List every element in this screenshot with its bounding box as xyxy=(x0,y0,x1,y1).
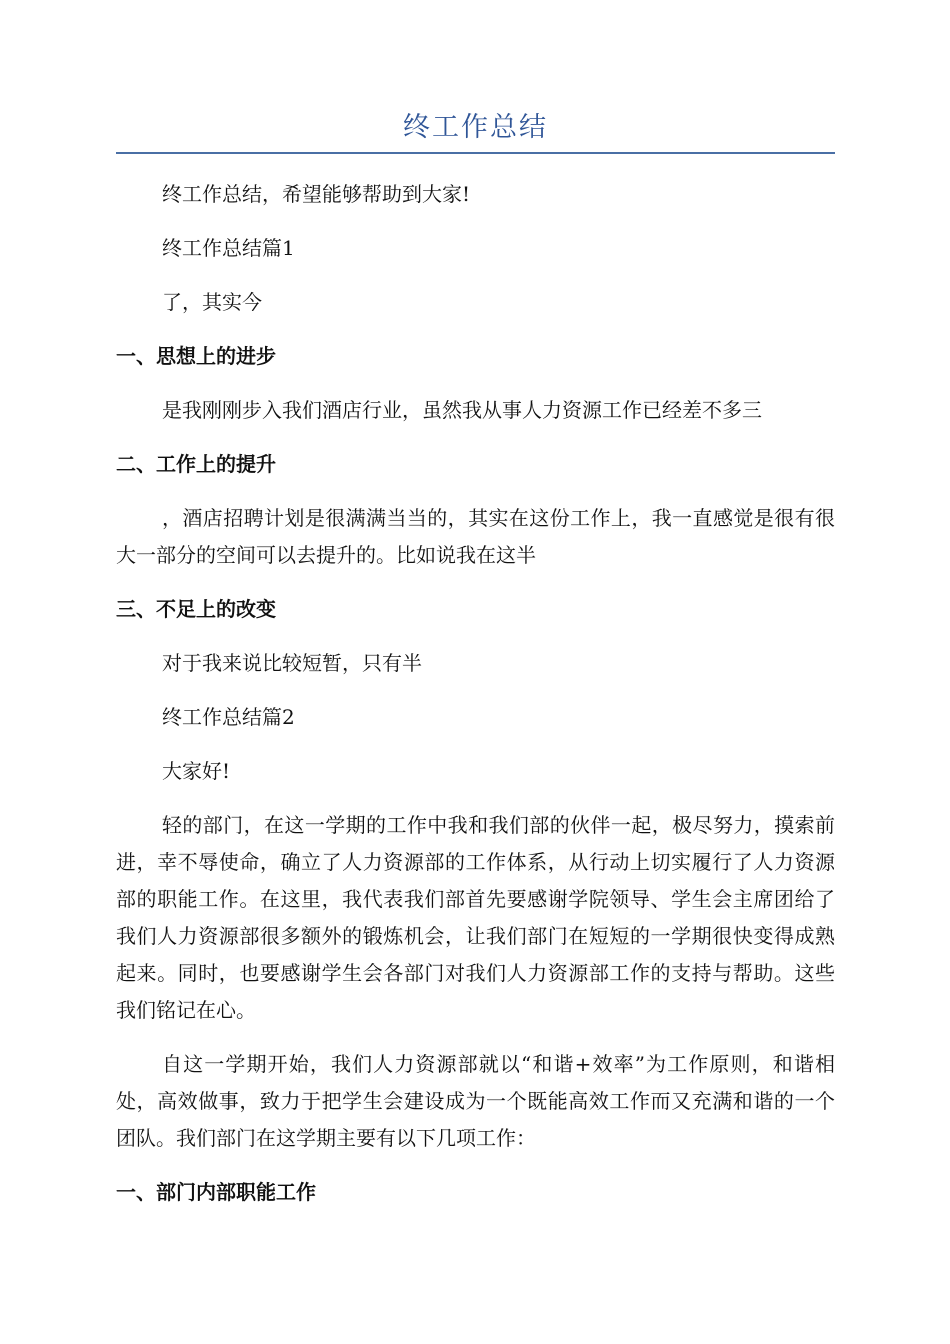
paragraph: 对于我来说比较短暂，只有半 xyxy=(162,651,422,675)
paragraph: 自这一学期开始，我们人力资源部就以“和谐+效率”为工作原则，和谐相处，高效做事，致力于把学生会建设成为一个既能高效工作而又充满和谐的一个团队。我们部门在这学期主要有以下几项工作： xyxy=(116,1052,835,1150)
section-heading: 二、工作上的提升 xyxy=(116,452,276,476)
section-label-part2: 终工作总结篇2 xyxy=(162,705,295,729)
title-block xyxy=(116,108,835,154)
page-title: 终工作总结 xyxy=(403,112,548,143)
paragraph: 轻的部门，在这一学期的工作中我和我们部的伙伴一起，极尽努力，摸索前进，幸不辱使命，确立了人力资源部的工作体系，从行动上切实履行了人力资源部的职能工作。在这里，我代表我们部首先要感谢学院领导、学生会主席团给了我们人力资源部很多额外的锻炼机会，让我们部门在短短的一学期很快变得成熟起来。同时，也要感谢学生会各部门对我们人力资源部工作的支持与帮助。这些我们铭记在心。 xyxy=(116,813,835,1022)
section-heading: 一、部门内部职能工作 xyxy=(116,1180,316,1204)
paragraph: ，酒店招聘计划是很满满当当的，其实在这份工作上，我一直感觉是很有很大一部分的空间可以去提升的。比如说我在这半 xyxy=(116,506,835,567)
paragraph: 是我刚刚步入我们酒店行业，虽然我从事人力资源工作已经差不多三 xyxy=(162,398,762,422)
section-heading: 三、不足上的改变 xyxy=(116,597,276,621)
section-label-part1: 终工作总结篇1 xyxy=(162,236,295,260)
paragraph-intro: 终工作总结，希望能够帮助到大家! xyxy=(162,182,471,206)
section-heading: 一、思想上的进步 xyxy=(116,344,276,368)
document-body xyxy=(116,176,835,1228)
paragraph: 了，其实今 xyxy=(162,290,262,314)
greeting: 大家好! xyxy=(162,759,231,783)
